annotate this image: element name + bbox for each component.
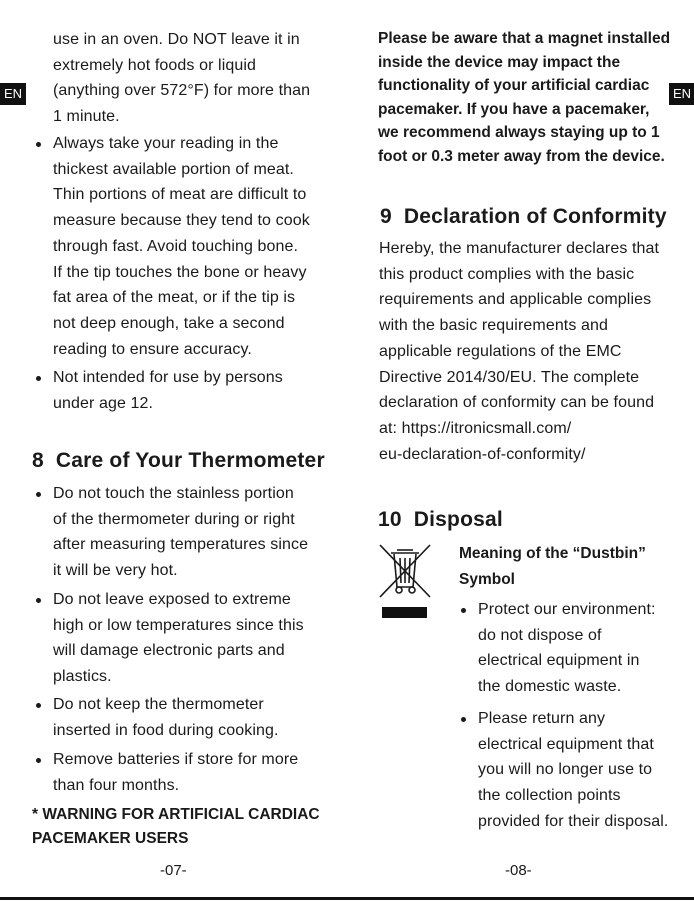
bullet-do-not-keep-inserted: Do not keep the thermometer inserted in food during cooking. — [32, 692, 353, 743]
bullet-dot — [36, 142, 41, 147]
crossed-out-wheeled-bin-icon — [378, 541, 432, 621]
bullet-dot — [36, 492, 41, 497]
section-10-heading: 10 Disposal — [378, 508, 503, 531]
dustbin-meaning-heading: Meaning of the “Dustbin” Symbol — [459, 545, 646, 588]
bullet-dot — [461, 608, 466, 613]
weee-dustbin-icon — [378, 541, 432, 621]
bullet-dot — [36, 376, 41, 381]
bullet-protect-environment: Protect our environment: do not dispose of electrical equipment in the domestic waste. — [457, 597, 694, 700]
bullet-dot — [36, 703, 41, 708]
section-9-heading: 9 Declaration of Conformity — [380, 205, 667, 228]
pacemaker-warning-text: Please be aware that a magnet installed inside the device may impact the functionality of your artificial cardiac pacemaker. If you have a pacemaker, we recommend always staying up to 1 foot or 0.3 meter away from the device. — [378, 30, 671, 165]
language-badge-left: EN — [0, 83, 26, 105]
bullet-dot — [461, 717, 466, 722]
bullet-dot — [36, 598, 41, 603]
bullet-dot — [36, 758, 41, 763]
page-number-07: -07- — [160, 862, 187, 879]
section-8-heading: 8 Care of Your Thermometer — [32, 449, 325, 472]
bottom-border — [0, 897, 694, 900]
bullet-return-equipment: Please return any electrical equipment that you will no longer use to the collection points provided for their disposal. — [457, 706, 694, 835]
bullet-thickest-portion: Always take your reading in the thickest available portion of meat. Thin portions of meat are difficult to measure because they tend to cook through fast. Avoid touching bone. If the tip touches the bone or heavy fat area of the meat, or if the tip is not deep enough, take a second reading to ensure accuracy. — [32, 131, 353, 362]
bullet-age-restriction: Not intended for use by persons under age 12. — [32, 365, 353, 416]
language-badge-right: EN — [669, 83, 694, 105]
page-number-08: -08- — [505, 862, 532, 879]
declaration-paragraph: Hereby, the manufacturer declares that this product complies with the basic requirements and applicable complies with the basic requirements and applicable regulations of the EMC Directive 2014/30/EU. The complete declaration of conformity can be found at: https://itronicsmall.com/ eu-declaration-of-conformity/ — [379, 240, 660, 463]
bullet-stainless-hot: Do not touch the stainless portion of the thermometer during or right after measuring temperatures since it will be very hot. — [32, 481, 353, 584]
bullet-extreme-temperatures: Do not leave exposed to extreme high or low temperatures since this will damage electronic parts and plastics. — [32, 587, 353, 690]
continued-paragraph: use in an oven. Do NOT leave it in extremely hot foods or liquid (anything over 572°F) for more than 1 minute. — [53, 31, 311, 126]
bullet-remove-batteries: Remove batteries if store for more than four months. — [32, 747, 353, 798]
pacemaker-warning-heading: * WARNING FOR ARTIFICIAL CARDIAC PACEMAKER USERS — [32, 806, 320, 847]
